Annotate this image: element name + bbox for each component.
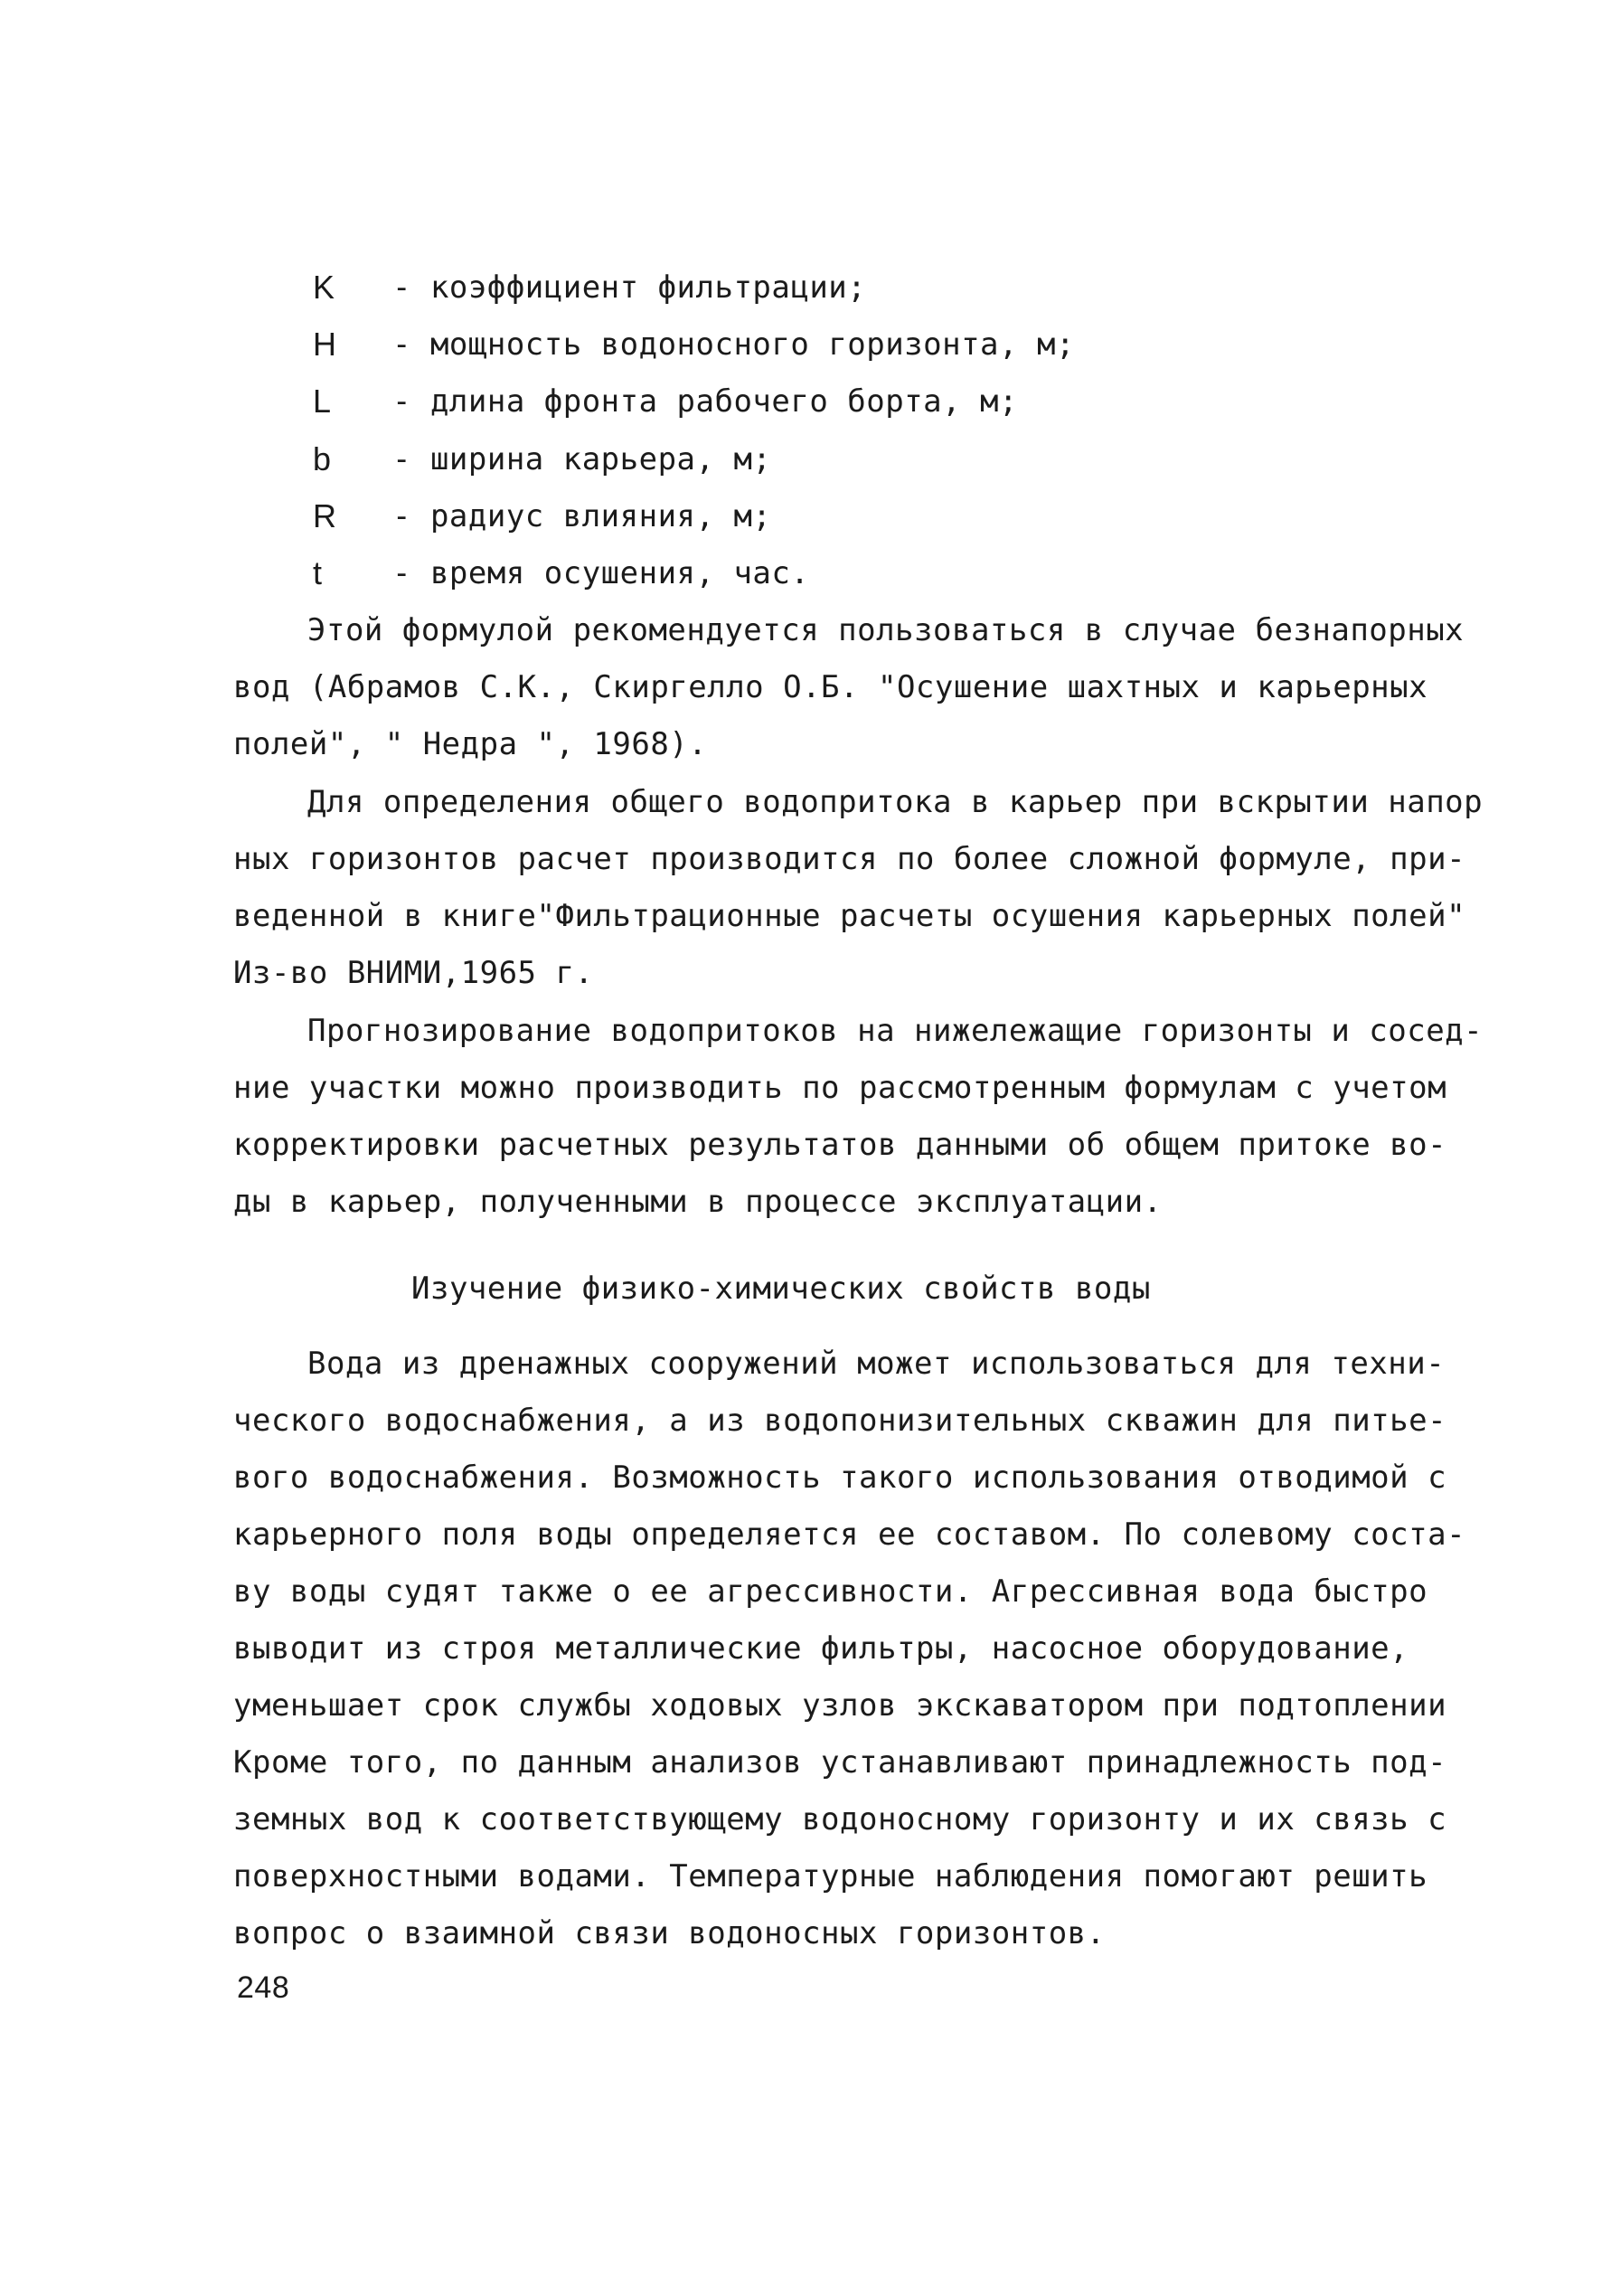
text-line: вопрос о взаимной связи водоносных горизонтов. (233, 1915, 1106, 1951)
text-line: вод (Абрамов С.К., Скиргелло О.Б. "Осушение шахтных и карьерных (233, 669, 1428, 705)
text-line: ву воды судят также о ее агрессивности. Агрессивная вода быстро (233, 1573, 1428, 1610)
text-line: вого водоснабжения. Возможность такого использования отводимой с (233, 1460, 1447, 1496)
symbol-h: H (313, 326, 336, 363)
symbol-k: K (313, 269, 335, 306)
text-line: карьерного поля воды определяется ее составом. По солевому соста- (233, 1516, 1466, 1553)
text-line: Этой формулой рекомендуется пользоваться в случае безнапорных (307, 612, 1465, 648)
text-line: ние участки можно производить по рассмотренным формулам с учетом (233, 1070, 1447, 1106)
definition-t: - время осушения, час. (392, 555, 810, 591)
definition-k: - коэффициент фильтрации; (392, 269, 867, 306)
text-line: веденной в книге"Фильтрационные расчеты осушения карьерных полей" (233, 898, 1466, 934)
symbol-b: b (313, 440, 332, 477)
text-line: выводит из строя металлические фильтры, насосное оборудование, (233, 1630, 1409, 1667)
text-line: Для определения общего водопритока в карьер при вскрытии напор (307, 784, 1484, 820)
text-line: уменьшает срок службы ходовых узлов экскаватором при подтоплении (233, 1687, 1447, 1724)
text-line: полей", " Недра ", 1968). (233, 726, 708, 762)
text-line: Кроме того, по данным анализов устанавливают принадлежность под- (233, 1744, 1447, 1781)
definition-r: - радиус влияния, м; (392, 498, 772, 534)
symbol-r: R (313, 497, 336, 534)
text-line: поверхностными водами. Температурные наблюдения помогают решить (233, 1858, 1428, 1894)
text-line: Прогнозирование водопритоков на нижележащие горизонты и сосед- (307, 1013, 1484, 1049)
definition-h: - мощность водоносного горизонта, м; (392, 326, 1075, 363)
symbol-l: L (313, 383, 332, 420)
definition-b: - ширина карьера, м; (392, 441, 772, 477)
text-line: ческого водоснабжения, а из водопонизительных скважин для питье- (233, 1403, 1447, 1439)
symbol-t: t (313, 554, 323, 591)
page-number: 248 (237, 1970, 290, 2005)
text-line: корректировки расчетных результатов данными об общем притоке во- (233, 1127, 1447, 1163)
text-line: Из-во ВНИМИ,1965 г. (233, 955, 594, 991)
text-line: Вода из дренажных сооружений может использоваться для техни- (307, 1346, 1446, 1382)
text-line: ных горизонтов расчет производится по более сложной формуле, при- (233, 841, 1466, 877)
definition-l: - длина фронта рабочего борта, м; (392, 383, 1019, 420)
section-heading: Изучение физико-химических свойств воды (411, 1271, 1151, 1307)
text-line: ды в карьер, полученными в процессе эксплуатации. (233, 1184, 1163, 1220)
text-line: земных вод к соответствующему водоносному горизонту и их связь с (233, 1801, 1447, 1838)
